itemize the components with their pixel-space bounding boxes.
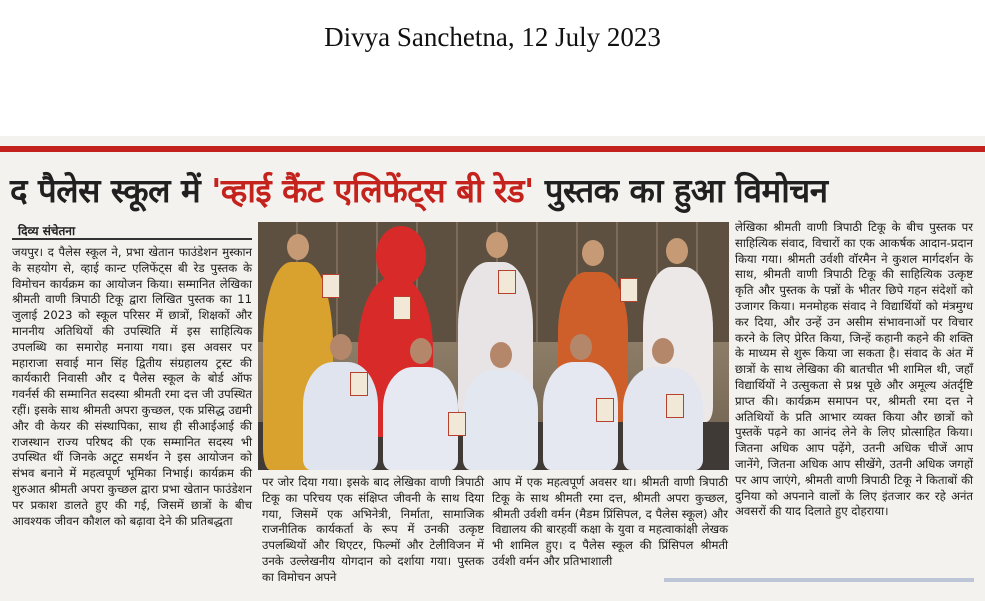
article-text-4: लेखिका श्रीमती वाणी त्रिपाठी टिकू के बीच पुस्तक पर साहित्यिक संवाद, विचारों का एक आकर्षक आदान-प्रदान किया गया। श्रीमती उर्वशी वॉरमैन ने कुशल मार्गदर्शन के साथ, श्रीमती वाणी त्रिपाठी टिकू की साहित्यिक उत्कृष्ट कृति और पुस्तक के पन्नों के भीतर छिपे गहन संदेशों को उजागर किया। मनमोहक संवाद ने विद्यार्थियों को मंत्रमुग्ध कर दिया, और उन्हें उन असीम संभावनाओं पर विचार करने के लिए प्रेरित किया, जिन्हें कहानी कहने की शक्ति के माध्यम से शुरू किया जा सकता है। संवाद के अंत में छात्रों के साथ लेखिका की बातचीत भी शामिल थी, जहाँ विद्यार्थियों ने उत्सुकता से प्रश्न पूछे और अमूल्य अंतर्दृष्टि प्राप्त की। कार्यक्रम समापन पर, श्रीमती रमा दत्त ने अतिथियों के प्रति आभार व्यक्त किया और छात्रों को पुस्तकें पढ़ने का आनंद लेने के लिए प्रोत्साहित किया। जितना अधिक आप पढ़ेंगे, उतनी अधिक चीजें आप जानेंगे, जितना अधिक आप सीखेंगे, उतनी अधिक जगहों पर आप जाएंगे, श्रीमती वाणी त्रिपाठी टिकू ने किताबों की दुनिया को अपनाने वालों के लिए इंतजार कर रहे अनंत अवसरों की याद दिलाते हुए दोहराया। xyxy=(735,220,973,519)
article-column-4 xyxy=(735,220,973,575)
photo-book xyxy=(322,274,340,298)
photo-red-elephant-head xyxy=(376,226,426,286)
headline-prefix: द पैलेस स्कूल में xyxy=(10,171,201,210)
footer-bar xyxy=(664,578,974,582)
photo-student xyxy=(623,367,703,470)
photo-book xyxy=(666,394,684,418)
event-photo xyxy=(258,222,729,470)
headline-quoted-title: 'व्हाई कैंट एलिफेंट्स बी रेड' xyxy=(211,171,534,210)
article-column-3 xyxy=(492,475,728,575)
headline xyxy=(10,165,975,217)
photo-book xyxy=(350,372,368,396)
headline-suffix: पुस्तक का हुआ विमोचन xyxy=(544,171,828,210)
photo-person-head xyxy=(582,240,604,266)
photo-person-head xyxy=(287,234,309,260)
article-text-1: जयपुर। द पैलेस स्कूल ने, प्रभा खेतान फाउंडेशन मुस्कान के सहयोग से, व्हाई कान्ट एलिफेंट्स बी रेड पुस्तक के विमोचन कार्यक्रम का आयोजन किया। सम्मानित लेखिका श्रीमती वाणी त्रिपाठी टिकू द्वारा लिखित पुस्तक का 11 जुलाई 2023 को स्कूल परिसर में छात्रों, शिक्षकों और माननीय अतिथियों की उपस्थिति में इस साहित्यिक उपलब्धि का समारोह मनाया गया। इस अवसर पर महाराजा सवाई मान सिंह द्वितीय संग्रहालय ट्रस्ट की कार्यकारी निवासी और द पैलेस स्कूल के बोर्ड ऑफ गवर्नर्स की सम्मानित सदस्या श्रीमती रमा दत्त जी उपस्थित रहीं। इसके साथ श्रीमती अपरा कुच्छल, एक प्रसिद्ध उद्यमी और वी केयर की संस्थापिका, साथ ही सीआईआई की राजस्थान राज्य परिषद की एक सम्मानित सदस्य भी उपस्थित थीं जिनके अटूट समर्थन ने इस आयोजन को संभव बनाने में महत्वपूर्ण भूमिका निभाई। कार्यक्रम की शुरुआत श्रीमती अपरा कुच्छल द्वारा प्रभा खेतान फाउंडेशन पर प्रकाश डालते हुए की गई, जिसमें छात्रों के बीच आवश्यक जीवन कौशल को बढ़ावा देने की प्रतिबद्धता xyxy=(12,245,252,528)
photo-book xyxy=(448,412,466,436)
photo-student-head xyxy=(652,338,674,364)
photo-student-head xyxy=(490,342,512,368)
photo-student-head xyxy=(410,338,432,364)
photo-student-head xyxy=(570,334,592,360)
photo-student xyxy=(383,367,458,470)
article-column-1 xyxy=(12,245,252,575)
page-caption: Divya Sanchetna, 12 July 2023 xyxy=(324,22,661,52)
photo-student xyxy=(463,370,538,470)
article-text-2: पर जोर दिया गया। इसके बाद लेखिका वाणी त्रिपाठी टिकू का परिचय एक संक्षिप्त जीवनी के साथ दिया गया, जिसमें एक अभिनेत्री, निर्माता, सामाजिक राजनीतिक कार्यकर्ता के रूप में उनकी उत्कृष्ट उपलब्धियों और थिएटर, फिल्मों और टेलीविजन में उनके उल्लेखनीय योगदान को दर्शाया गया। पुस्तक का विमोचन अपने xyxy=(262,475,484,584)
byline: दिव्य संचेतना xyxy=(18,224,76,238)
photo-book xyxy=(620,278,638,302)
photo-book xyxy=(596,398,614,422)
photo-person-head xyxy=(666,238,688,264)
article-column-2 xyxy=(262,475,484,584)
red-rule xyxy=(0,146,985,152)
byline-rule xyxy=(12,238,252,240)
photo-book xyxy=(498,270,516,294)
photo-book xyxy=(393,296,411,320)
article-text-3: आप में एक महत्वपूर्ण अवसर था। श्रीमती वाणी त्रिपाठी टिकू के साथ श्रीमती रमा दत्त, श्रीमती अपरा कुच्छल, श्रीमती उर्वशी वर्मन (मैडम प्रिंसिपल, द पैलेस स्कूल) और विद्यालय की बारहवीं कक्षा के युवा व महत्वाकांक्षी लेखक भी शामिल हुए। द पैलेस स्कूल की प्रिंसिपल श्रीमती उर्वशी वर्मन और प्रतिभाशाली xyxy=(492,475,728,568)
photo-person-head xyxy=(486,232,508,258)
photo-student-head xyxy=(330,334,352,360)
